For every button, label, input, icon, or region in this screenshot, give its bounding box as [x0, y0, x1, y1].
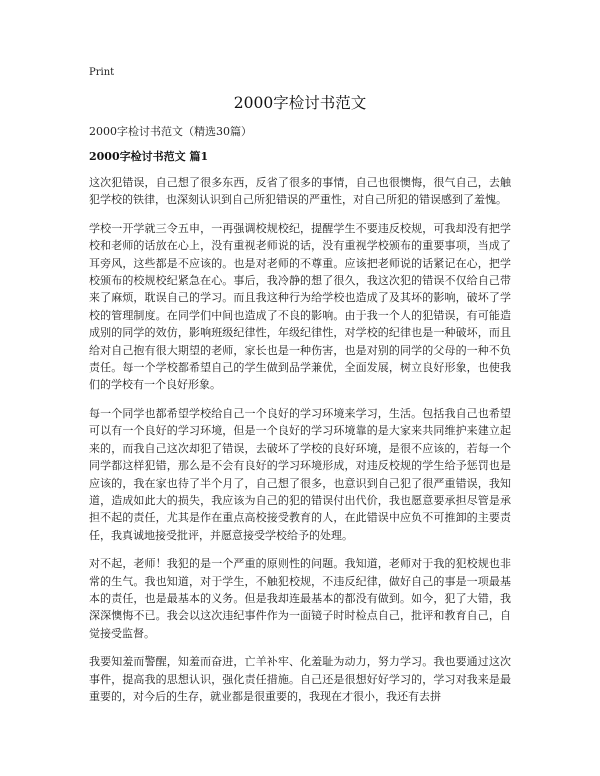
document-page [89, 66, 511, 705]
document-title: 2000字检讨书范文 [233, 94, 367, 112]
print-label[interactable]: Print [89, 67, 115, 78]
paragraph-2: 学校一开学就三令五申，一再强调校规校纪，提醒学生不要违反校规，可我却没有把学校和老师的话放在心上，没有重视老师说的话，没有重视学校颁布的重要事项，当成了耳旁风，这些都是不应该的。也是对老师的不尊重。应该把老师说的话紧记在心，把学校颁布的校规校纪紧急在心。事后，我冷静的想了很久，我这次犯的错误不仅给自己带来了麻烦，耽误自己的学习。而且我这种行为给学校也造成了及其坏的影响，破坏了学校的管理制度。在同学们中间也造成了不良的影响。由于我一个人的犯错误，有可能造成别的同学的效仿，影响班级纪律性，年级纪律性，对学校的纪律也是一种破坏，而且给对自己抱有很大期望的老师，家长也是一种伤害，也是对别的同学的父母的一种不负责任。每一个学校都希望自己的学生做到品学兼优，全面发展，树立良好形象，也使我们的学校有一个良好形象。 [89, 221, 511, 392]
paragraph-4: 对不起，老师！我犯的是一个严重的原则性的问题。我知道，老师对于我的犯校规也非常的生气。我也知道，对于学生，不触犯校规，不违反纪律，做好自己的事是一项最基本的责任，也是最基本的义务。但是我却连最基本的都没有做到。如今，犯了大错，我深深懊悔不已。我会以这次违纪事件作为一面镜子时时检点自己，批评和教育自己，自觉接受监督。 [89, 557, 511, 640]
paragraph-3: 每一个同学也都希望学校给自己一个良好的学习环境来学习，生活。包括我自己也希望可以有一个良好的学习环境，但是一个良好的学习环境靠的是大家来共同维护来建立起来的，而我自己这次却犯了错误，去破坏了学校的良好环境，是很不应该的，若每一个同学都这样犯错，那么是不会有良好的学习环境形成，对违反校规的学生给予惩罚也是应该的，我在家也待了半个月了，自己想了很多，也意识到自己犯了很严重错误，我知道，造成如此大的损失，我应该为自己的犯的错误付出代价，我也愿意要承担尽管是承担不起的责任，尤其是作在重点高校接受教育的人，在此错误中应负不可推卸的主要责任，我真诚地接受批评，并愿意接受学校给予的处理。 [89, 406, 511, 542]
paragraph-1: 这次犯错误，自己想了很多东西，反省了很多的事情，自己也很懊悔，很气自己，去触犯学校的铁律，也深刻认识到自己所犯错误的严重性，对自己所犯的错误感到了羞愧。 [89, 176, 511, 207]
section-heading: 2000字检讨书范文 篇1 [89, 150, 209, 163]
paragraph-5: 我要知羞而警醒，知羞而奋进，亡羊补牢、化羞耻为动力，努力学习。我也要通过这次事件，提高我的思想认识，强化责任措施。自己还是很想好好学习的，学习对我来是最重要的，对今后的生存，就业都是很重要的，我现在才很小，我还有去拼 [89, 655, 511, 703]
document-subtitle: 2000字检讨书范文（精选30篇） [89, 125, 252, 138]
